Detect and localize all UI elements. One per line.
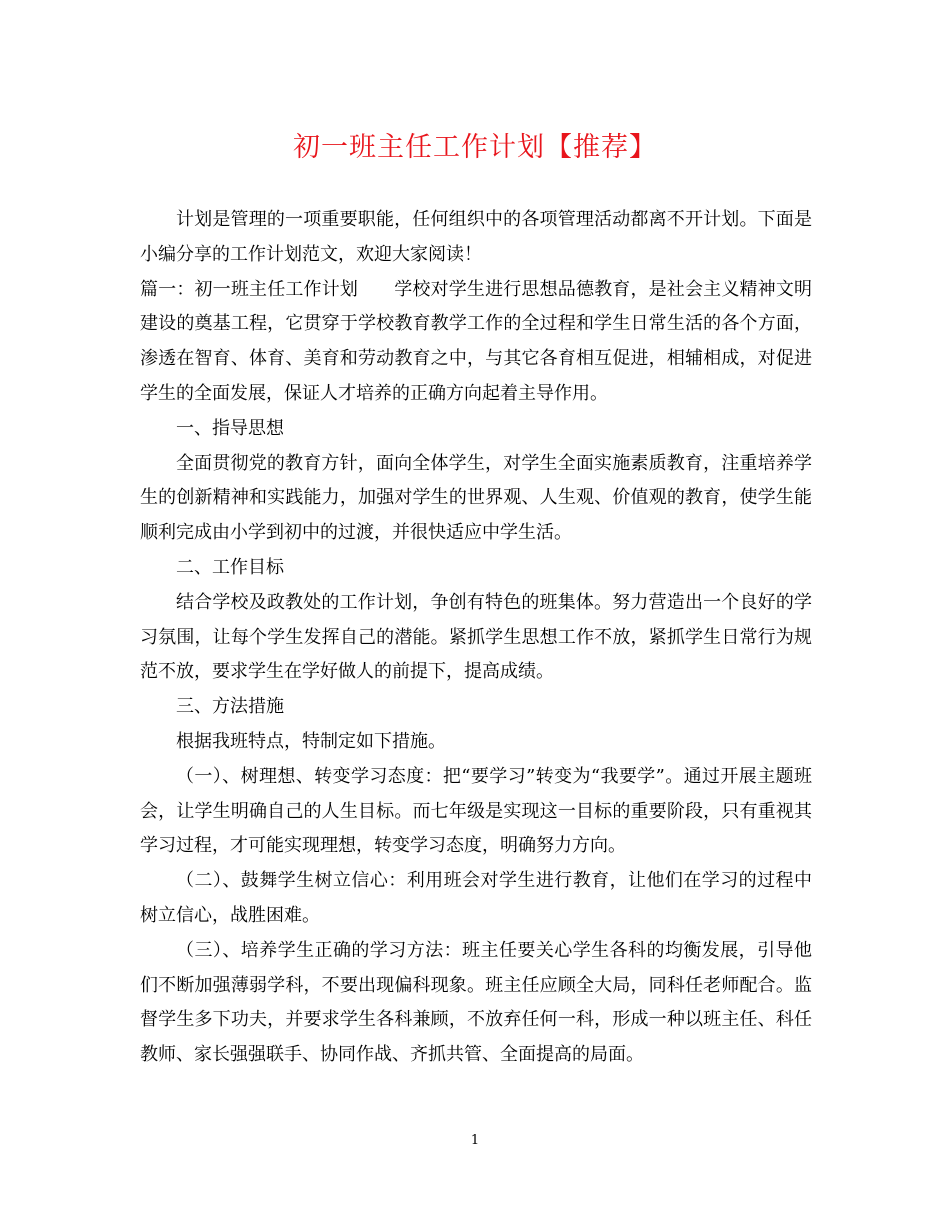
heading-work-goals: 二、工作目标	[176, 556, 284, 578]
paragraph-measure-3: （三）、培养学生正确的学习方法：班主任要关心学生各科的均衡发展，引导他们不断加强薄弱学科，不要出现偏科现象。班主任应顾全大局，同科任老师配合。监督学生多下功夫，并要求学生各科兼顾，不放弃任何一科，形成一种以班主任、科任教师、家长强强联手、协同作战、齐抓共管、全面提高的局面。	[140, 939, 812, 1066]
heading-methods: 三、方法措施	[176, 696, 284, 718]
paragraph-methods-intro: 根据我班特点，特制定如下措施。	[176, 730, 446, 752]
paragraph-work-goals: 结合学校及政教处的工作计划，争创有特色的班集体。努力营造出一个良好的学习氛围，让每个学生发挥自己的潜能。紧抓学生思想工作不放，紧抓学生日常行为规范不放，要求学生在学好做人的前提下，提高成绩。	[140, 591, 812, 683]
paragraph-guiding-ideology: 全面贯彻党的教育方针，面向全体学生，对学生全面实施素质教育，注重培养学生的创新精神和实践能力，加强对学生的世界观、人生观、价值观的教育，使学生能顺利完成由小学到初中的过渡，并很快适应中学生活。	[140, 452, 812, 544]
section-first-paragraph	[140, 273, 812, 412]
document-title: 初一班主任工作计划【推荐】	[293, 132, 657, 163]
heading-guiding-ideology: 一、指导思想	[176, 417, 284, 439]
intro-paragraph: 计划是管理的一项重要职能，任何组织中的各项管理活动都离不开计划。下面是小编分享的工作计划范文，欢迎大家阅读！	[140, 209, 812, 265]
document-body	[140, 203, 812, 1073]
page-number: 1	[470, 1133, 480, 1148]
section-label: 篇一：初一班主任工作计划	[140, 278, 359, 300]
paragraph-measure-1: （一）、树理想、转变学习态度：把“要学习”转变为“我要学”。通过开展主题班会，让学生明确自己的人生目标。而七年级是实现这一目标的重要阶段，只有重视其学习过程，才可能实现理想，转变学习态度，明确努力方向。	[140, 765, 812, 857]
section-first-text: 学校对学生进行思想品德教育，是社会主义精神文明建设的奠基工程，它贯穿于学校教育教学工作的全过程和学生日常生活的各个方面，渗透在智育、体育、美育和劳动教育之中，与其它各育相互促进，相辅相成，对促进学生的全面发展，保证人才培养的正确方向起着主导作用。	[140, 278, 813, 404]
paragraph-measure-2: （二）、鼓舞学生树立信心：利用班会对学生进行教育，让他们在学习的过程中树立信心，战胜困难。	[140, 870, 812, 926]
